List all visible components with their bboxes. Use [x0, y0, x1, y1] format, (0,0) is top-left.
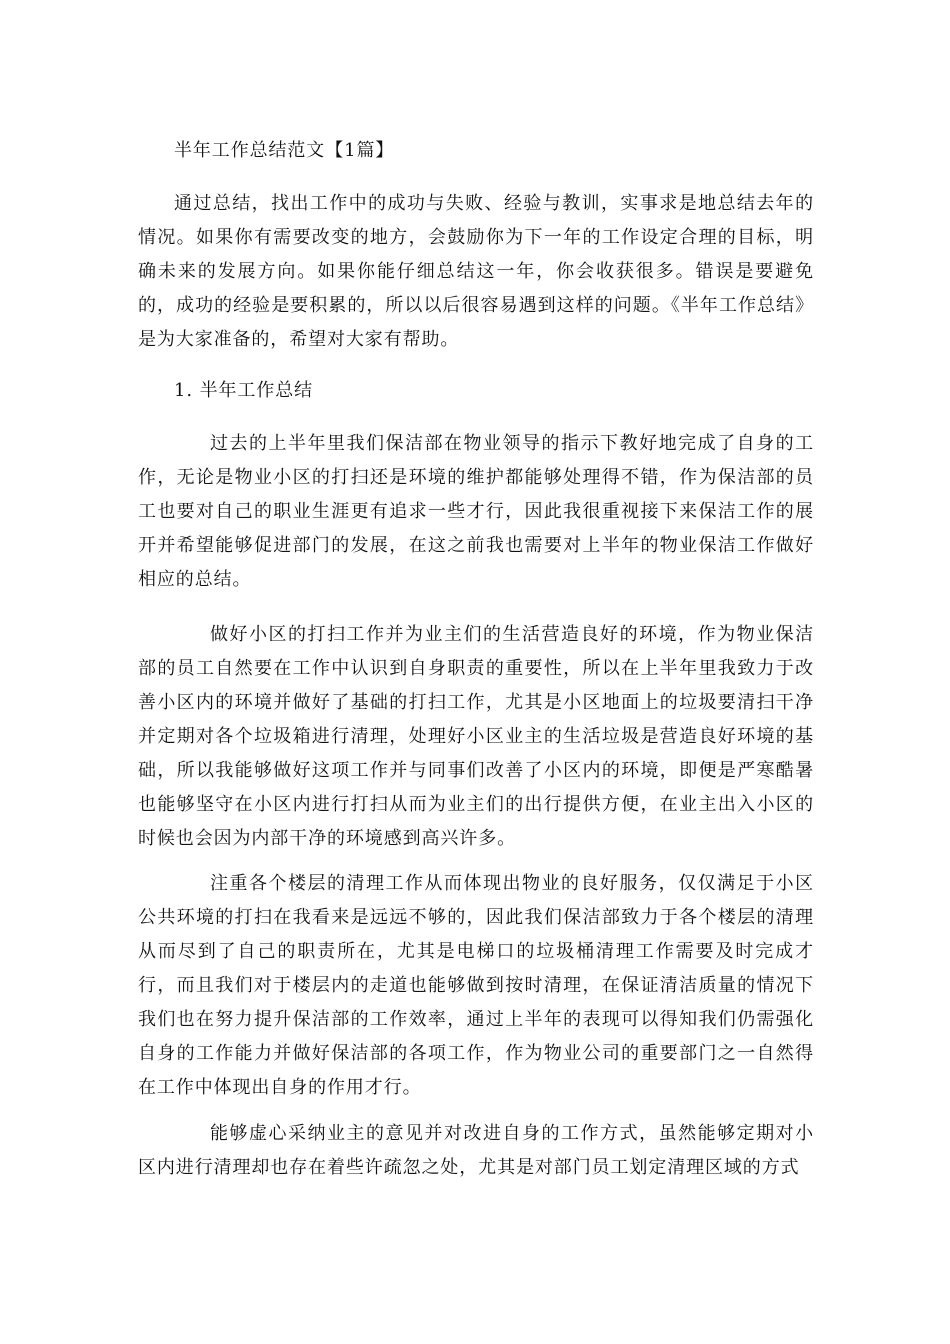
- intro-paragraph: 通过总结，找出工作中的成功与失败、经验与教训，实事求是地总结去年的情况。如果你有需要改变的地方，会鼓励你为下一年的工作设定合理的目标，明确未来的发展方向。如果你能仔细总结这一年，你会收获很多。错误是要避免的，成功的经验是要积累的，所以以后很容易遇到这样的问题。《半年工作总结》是为大家准备的，希望对大家有帮助。: [138, 193, 814, 350]
- section-heading: 1. 半年工作总结: [174, 380, 313, 401]
- body-paragraph-1: 过去的上半年里我们保洁部在物业领导的指示下教好地完成了自身的工作，无论是物业小区的打扫还是环境的维护都能够处理得不错，作为保洁部的员工也要对自己的职业生涯更有追求一些才行，因此我很重视接下来保洁工作的展开并希望能够促进部门的发展，在这之前我也需要对上半年的物业保洁工作做好相应的总结。: [138, 433, 814, 590]
- body-paragraph-3: 注重各个楼层的清理工作从而体现出物业的良好服务，仅仅满足于小区公共环境的打扫在我看来是远远不够的，因此我们保洁部致力于各个楼层的清理从而尽到了自己的职责所在，尤其是电梯口的垃圾桶清理工作需要及时完成才行，而且我们对于楼层内的走道也能够做到按时清理，在保证清洁质量的情况下我们也在努力提升保洁部的工作效率，通过上半年的表现可以得知我们仍需强化自身的工作能力并做好保洁部的各项工作，作为物业公司的重要部门之一自然得在工作中体现出自身的作用才行。: [138, 873, 814, 1098]
- body-paragraph-2: 做好小区的打扫工作并为业主们的生活营造良好的环境，作为物业保洁部的员工自然要在工作中认识到自身职责的重要性，所以在上半年里我致力于改善小区内的环境并做好了基础的打扫工作，尤其是小区地面上的垃圾要清扫干净并定期对各个垃圾箱进行清理，处理好小区业主的生活垃圾是营造良好环境的基础，所以我能够做好这项工作并与同事们改善了小区内的环境，即便是严寒酷暑也能够坚守在小区内进行打扫从而为业主们的出行提供方便，在业主出入小区的时候也会因为内部干净的环境感到高兴许多。: [138, 624, 814, 849]
- body-paragraph-4: 能够虚心采纳业主的意见并对改进自身的工作方式，虽然能够定期对小区内进行清理却也存在着些许疏忽之处，尤其是对部门员工划定清理区域的方式: [138, 1123, 814, 1178]
- document-title: 半年工作总结范文【1篇】: [174, 140, 395, 161]
